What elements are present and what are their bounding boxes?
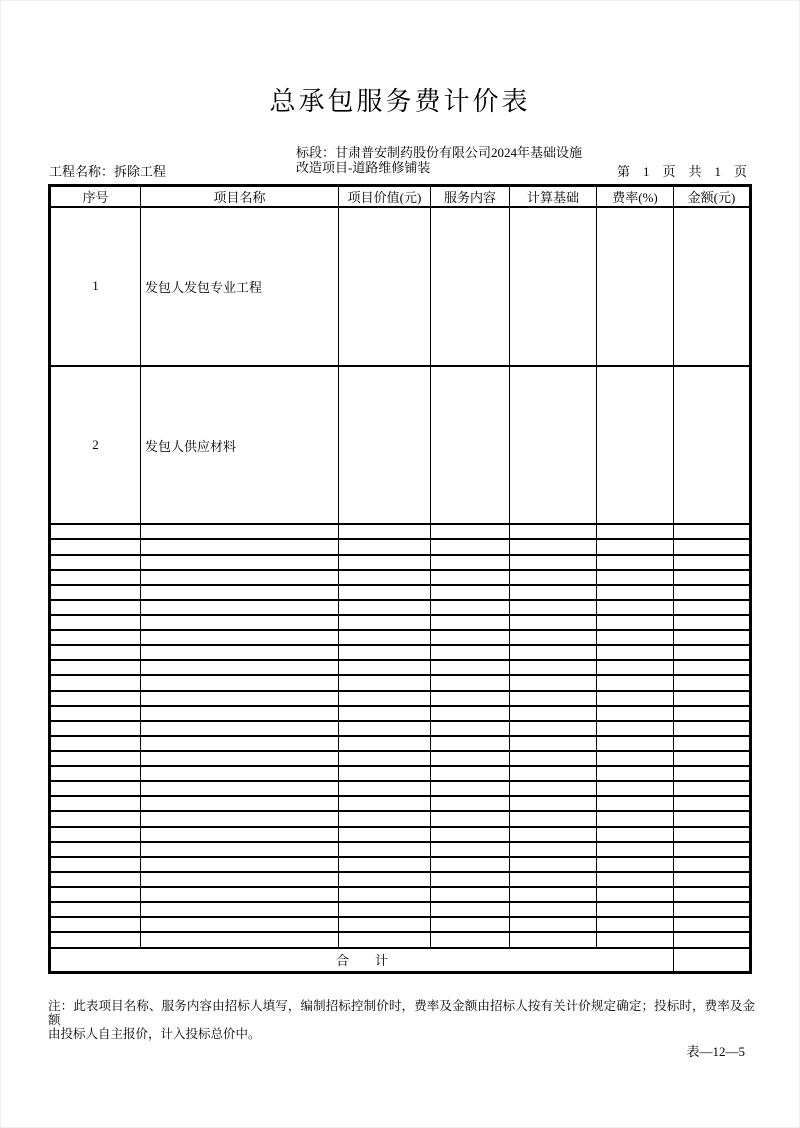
empty-cell xyxy=(597,691,674,706)
empty-cell xyxy=(431,872,510,887)
empty-cell xyxy=(674,842,751,857)
empty-row xyxy=(50,706,751,721)
empty-row xyxy=(50,902,751,917)
empty-cell xyxy=(339,630,431,645)
empty-cell xyxy=(339,811,431,826)
empty-cell xyxy=(431,600,510,615)
empty-cell xyxy=(510,842,597,857)
empty-cell xyxy=(431,796,510,811)
empty-cell xyxy=(597,827,674,842)
empty-cell xyxy=(674,706,751,721)
section-label xyxy=(296,145,582,175)
empty-cell xyxy=(141,842,339,857)
cell-no: 2 xyxy=(50,366,141,525)
empty-cell xyxy=(431,585,510,600)
empty-cell xyxy=(431,630,510,645)
empty-cell xyxy=(141,660,339,675)
empty-cell xyxy=(431,675,510,690)
table-row xyxy=(50,207,751,366)
empty-cell xyxy=(674,585,751,600)
column-header: 金额(元) xyxy=(674,186,751,208)
empty-cell xyxy=(141,721,339,736)
empty-cell xyxy=(510,675,597,690)
empty-cell xyxy=(50,600,141,615)
empty-row xyxy=(50,932,751,947)
page-number-label: 第 1 页 共 1 页 xyxy=(616,164,747,179)
empty-cell xyxy=(50,932,141,947)
section-line-1: 标段：甘肃普安制药股份有限公司2024年基础设施 xyxy=(296,145,583,160)
empty-cell xyxy=(50,766,141,781)
empty-cell xyxy=(674,570,751,585)
empty-cell xyxy=(674,917,751,932)
empty-row xyxy=(50,615,751,630)
empty-cell xyxy=(50,585,141,600)
empty-cell xyxy=(50,751,141,766)
empty-cell xyxy=(339,539,431,554)
empty-cell xyxy=(141,585,339,600)
empty-cell xyxy=(597,766,674,781)
empty-cell xyxy=(674,751,751,766)
header-meta xyxy=(48,143,749,182)
empty-cell xyxy=(510,600,597,615)
empty-cell xyxy=(141,570,339,585)
empty-cell xyxy=(141,766,339,781)
empty-row xyxy=(50,570,751,585)
empty-cell xyxy=(431,766,510,781)
empty-cell xyxy=(597,660,674,675)
empty-cell xyxy=(339,691,431,706)
empty-row xyxy=(50,630,751,645)
empty-cell xyxy=(510,857,597,872)
empty-cell xyxy=(510,630,597,645)
cell-name: 发包人供应材料 xyxy=(141,366,339,525)
empty-cell xyxy=(597,902,674,917)
empty-cell xyxy=(50,555,141,570)
empty-cell xyxy=(674,887,751,902)
empty-row xyxy=(50,872,751,887)
empty-cell xyxy=(597,721,674,736)
empty-cell xyxy=(339,902,431,917)
column-header: 费率(%) xyxy=(597,186,674,208)
empty-cell xyxy=(339,524,431,539)
empty-row xyxy=(50,645,751,660)
empty-cell xyxy=(339,721,431,736)
empty-cell xyxy=(339,706,431,721)
empty-cell xyxy=(597,570,674,585)
project-name-label: 工程名称：拆除工程 xyxy=(49,164,167,179)
empty-cell xyxy=(674,600,751,615)
empty-cell xyxy=(510,736,597,751)
cell-service xyxy=(431,207,510,366)
empty-cell xyxy=(674,524,751,539)
footnote xyxy=(48,999,755,1041)
empty-row xyxy=(50,811,751,826)
empty-cell xyxy=(597,751,674,766)
cell-service xyxy=(431,366,510,525)
cell-no: 1 xyxy=(50,207,141,366)
empty-cell xyxy=(339,600,431,615)
empty-cell xyxy=(674,827,751,842)
empty-cell xyxy=(50,857,141,872)
empty-cell xyxy=(141,630,339,645)
empty-cell xyxy=(510,917,597,932)
empty-cell xyxy=(510,781,597,796)
empty-cell xyxy=(141,645,339,660)
empty-cell xyxy=(597,736,674,751)
empty-cell xyxy=(50,645,141,660)
empty-cell xyxy=(339,570,431,585)
empty-row xyxy=(50,660,751,675)
empty-cell xyxy=(674,691,751,706)
fee-table xyxy=(48,184,752,974)
empty-cell xyxy=(431,781,510,796)
empty-cell xyxy=(510,539,597,554)
empty-cell xyxy=(50,660,141,675)
empty-cell xyxy=(339,585,431,600)
empty-cell xyxy=(431,917,510,932)
empty-cell xyxy=(141,539,339,554)
empty-cell xyxy=(674,615,751,630)
empty-cell xyxy=(510,887,597,902)
empty-cell xyxy=(510,766,597,781)
empty-cell xyxy=(510,902,597,917)
empty-cell xyxy=(339,932,431,947)
empty-cell xyxy=(597,645,674,660)
empty-cell xyxy=(339,675,431,690)
empty-cell xyxy=(431,932,510,947)
cell-basis xyxy=(510,207,597,366)
empty-cell xyxy=(674,721,751,736)
empty-cell xyxy=(597,781,674,796)
empty-cell xyxy=(431,524,510,539)
empty-row xyxy=(50,736,751,751)
empty-cell xyxy=(597,917,674,932)
total-label-cell: 合 计 xyxy=(50,948,674,973)
empty-cell xyxy=(50,917,141,932)
empty-row xyxy=(50,751,751,766)
cell-amount xyxy=(674,366,751,525)
empty-row xyxy=(50,766,751,781)
empty-cell xyxy=(674,902,751,917)
empty-cell xyxy=(597,524,674,539)
total-row xyxy=(50,948,751,973)
empty-cell xyxy=(141,857,339,872)
footnote-line-2: 由投标人自主报价，计入投标总价中。 xyxy=(48,1027,261,1041)
empty-cell xyxy=(674,781,751,796)
empty-row xyxy=(50,524,751,539)
empty-cell xyxy=(597,811,674,826)
empty-cell xyxy=(50,902,141,917)
empty-cell xyxy=(597,706,674,721)
empty-cell xyxy=(141,691,339,706)
empty-cell xyxy=(597,932,674,947)
empty-cell xyxy=(431,887,510,902)
empty-cell xyxy=(510,645,597,660)
empty-cell xyxy=(50,842,141,857)
empty-cell xyxy=(431,555,510,570)
empty-cell xyxy=(597,842,674,857)
empty-cell xyxy=(431,615,510,630)
empty-cell xyxy=(50,736,141,751)
column-header: 计算基础 xyxy=(510,186,597,208)
empty-cell xyxy=(141,872,339,887)
empty-cell xyxy=(141,796,339,811)
empty-row xyxy=(50,857,751,872)
fee-table-container xyxy=(48,184,749,974)
footnote-line-1: 注：此表项目名称、服务内容由招标人填写，编制招标控制价时，费率及金额由招标人按有关计价规定确定；投标时，费率及金额 xyxy=(48,999,755,1027)
empty-row xyxy=(50,827,751,842)
cell-rate xyxy=(597,366,674,525)
empty-cell xyxy=(141,675,339,690)
empty-row xyxy=(50,600,751,615)
empty-cell xyxy=(674,811,751,826)
empty-cell xyxy=(431,645,510,660)
empty-cell xyxy=(510,570,597,585)
empty-row xyxy=(50,585,751,600)
empty-cell xyxy=(597,600,674,615)
empty-cell xyxy=(141,827,339,842)
empty-row xyxy=(50,887,751,902)
empty-row xyxy=(50,917,751,932)
empty-cell xyxy=(431,857,510,872)
empty-cell xyxy=(141,524,339,539)
empty-cell xyxy=(50,615,141,630)
empty-cell xyxy=(597,630,674,645)
empty-cell xyxy=(597,615,674,630)
empty-cell xyxy=(50,872,141,887)
empty-cell xyxy=(50,811,141,826)
empty-cell xyxy=(674,736,751,751)
empty-cell xyxy=(674,857,751,872)
empty-cell xyxy=(141,887,339,902)
empty-cell xyxy=(339,615,431,630)
empty-cell xyxy=(674,872,751,887)
empty-cell xyxy=(50,524,141,539)
empty-cell xyxy=(431,691,510,706)
empty-cell xyxy=(674,555,751,570)
empty-cell xyxy=(141,751,339,766)
empty-cell xyxy=(50,630,141,645)
empty-cell xyxy=(141,600,339,615)
empty-cell xyxy=(674,630,751,645)
cell-value xyxy=(339,207,431,366)
empty-cell xyxy=(141,555,339,570)
empty-cell xyxy=(510,811,597,826)
cell-value xyxy=(339,366,431,525)
empty-cell xyxy=(141,781,339,796)
empty-row xyxy=(50,539,751,554)
empty-cell xyxy=(50,721,141,736)
empty-cell xyxy=(141,706,339,721)
column-header: 项目名称 xyxy=(141,186,339,208)
empty-cell xyxy=(339,766,431,781)
empty-cell xyxy=(339,781,431,796)
empty-cell xyxy=(339,736,431,751)
page-title: 总承包服务费计价表 xyxy=(269,87,531,116)
empty-cell xyxy=(50,887,141,902)
empty-cell xyxy=(674,766,751,781)
empty-cell xyxy=(510,585,597,600)
empty-cell xyxy=(141,615,339,630)
empty-cell xyxy=(510,872,597,887)
empty-cell xyxy=(510,615,597,630)
empty-cell xyxy=(339,842,431,857)
empty-cell xyxy=(339,751,431,766)
empty-cell xyxy=(431,902,510,917)
empty-cell xyxy=(339,555,431,570)
empty-cell xyxy=(431,706,510,721)
empty-cell xyxy=(339,827,431,842)
column-header: 序号 xyxy=(50,186,141,208)
empty-cell xyxy=(510,796,597,811)
empty-row xyxy=(50,555,751,570)
empty-cell xyxy=(597,857,674,872)
empty-cell xyxy=(141,736,339,751)
empty-cell xyxy=(50,781,141,796)
empty-cell xyxy=(50,539,141,554)
empty-cell xyxy=(674,796,751,811)
empty-cell xyxy=(510,524,597,539)
empty-cell xyxy=(141,902,339,917)
empty-row xyxy=(50,781,751,796)
empty-cell xyxy=(597,539,674,554)
empty-row xyxy=(50,796,751,811)
empty-cell xyxy=(597,555,674,570)
section-line-2: 改造项目-道路维修铺装 xyxy=(296,160,431,175)
empty-cell xyxy=(339,857,431,872)
empty-cell xyxy=(674,539,751,554)
empty-cell xyxy=(339,660,431,675)
empty-cell xyxy=(674,675,751,690)
empty-row xyxy=(50,721,751,736)
empty-cell xyxy=(141,932,339,947)
empty-cell xyxy=(339,887,431,902)
empty-cell xyxy=(431,539,510,554)
empty-cell xyxy=(339,796,431,811)
empty-cell xyxy=(510,932,597,947)
cell-amount xyxy=(674,207,751,366)
empty-cell xyxy=(597,675,674,690)
empty-row xyxy=(50,842,751,857)
empty-cell xyxy=(674,660,751,675)
cell-basis xyxy=(510,366,597,525)
empty-cell xyxy=(431,827,510,842)
empty-cell xyxy=(50,675,141,690)
empty-cell xyxy=(510,555,597,570)
table-row xyxy=(50,366,751,525)
empty-cell xyxy=(597,872,674,887)
empty-cell xyxy=(510,706,597,721)
empty-cell xyxy=(597,796,674,811)
empty-cell xyxy=(510,751,597,766)
empty-row xyxy=(50,675,751,690)
empty-cell xyxy=(431,736,510,751)
empty-cell xyxy=(510,691,597,706)
form-number: 表—12—5 xyxy=(686,1044,745,1059)
empty-cell xyxy=(674,645,751,660)
empty-cell xyxy=(431,660,510,675)
empty-cell xyxy=(510,827,597,842)
empty-cell xyxy=(510,660,597,675)
cell-rate xyxy=(597,207,674,366)
empty-cell xyxy=(431,751,510,766)
cell-name: 发包人发包专业工程 xyxy=(141,207,339,366)
empty-cell xyxy=(431,570,510,585)
empty-cell xyxy=(339,917,431,932)
empty-cell xyxy=(141,811,339,826)
column-header: 项目价值(元) xyxy=(339,186,431,208)
empty-cell xyxy=(141,917,339,932)
empty-cell xyxy=(50,570,141,585)
column-header: 服务内容 xyxy=(431,186,510,208)
empty-cell xyxy=(510,721,597,736)
table-header-row xyxy=(50,186,751,208)
empty-cell xyxy=(431,721,510,736)
empty-cell xyxy=(50,796,141,811)
empty-cell xyxy=(339,872,431,887)
total-amount-cell xyxy=(674,948,751,973)
empty-cell xyxy=(597,585,674,600)
empty-cell xyxy=(50,827,141,842)
empty-cell xyxy=(50,691,141,706)
empty-row xyxy=(50,691,751,706)
empty-cell xyxy=(339,645,431,660)
empty-cell xyxy=(674,932,751,947)
empty-cell xyxy=(597,887,674,902)
empty-cell xyxy=(431,811,510,826)
empty-cell xyxy=(50,706,141,721)
empty-cell xyxy=(431,842,510,857)
